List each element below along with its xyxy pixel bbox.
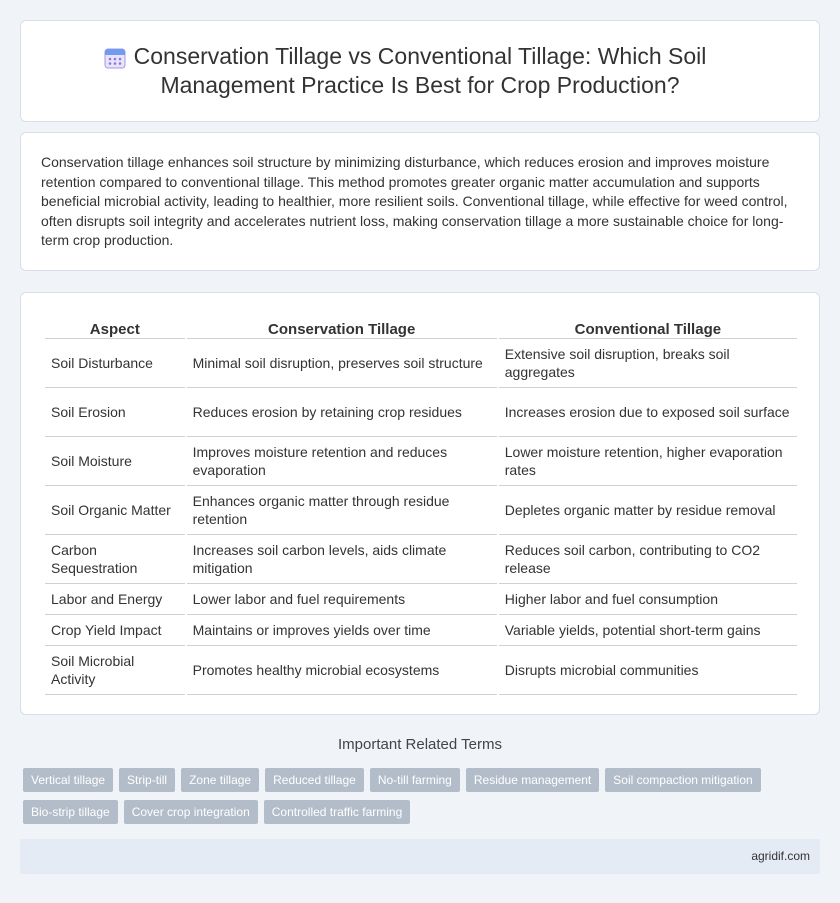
conventional-cell: Increases erosion due to exposed soil surface [499, 388, 797, 437]
tag-controlled-traffic-farming[interactable]: Controlled traffic farming [264, 800, 411, 824]
conservation-cell: Minimal soil disruption, preserves soil structure [187, 339, 497, 388]
tag-strip-till[interactable]: Strip-till [119, 768, 175, 792]
aspect-cell: Soil Moisture [45, 437, 185, 486]
tag-soil-compaction-mitigation[interactable]: Soil compaction mitigation [605, 768, 760, 792]
table-row [45, 535, 797, 584]
conventional-cell: Extensive soil disruption, breaks soil aggregates [499, 339, 797, 388]
conventional-cell: Higher labor and fuel consumption [499, 584, 797, 615]
table-row [45, 388, 797, 437]
conservation-cell: Increases soil carbon levels, aids climate mitigation [187, 535, 497, 584]
aspect-cell: Labor and Energy [45, 584, 185, 615]
table-row [45, 584, 797, 615]
table-row [45, 646, 797, 695]
aspect-cell: Soil Erosion [45, 388, 185, 437]
header-conservation: Conservation Tillage [187, 315, 497, 339]
table-row [45, 339, 797, 388]
table-header-row [45, 315, 797, 339]
footer-site-link[interactable]: agridif.com [751, 849, 810, 863]
related-terms-list [23, 768, 803, 832]
table-row [45, 615, 797, 646]
title-card [20, 20, 820, 122]
aspect-cell: Crop Yield Impact [45, 615, 185, 646]
conservation-cell: Reduces erosion by retaining crop residues [187, 388, 497, 437]
conventional-cell: Disrupts microbial communities [499, 646, 797, 695]
aspect-cell: Soil Organic Matter [45, 486, 185, 535]
tag-vertical-tillage[interactable]: Vertical tillage [23, 768, 113, 792]
intro-paragraph: Conservation tillage enhances soil structure by minimizing disturbance, which reduces erosion and improves moisture retention compared to conventional tillage. This method promotes greater organic matter accumulation and supports beneficial microbial activity, leading to healthier, more resilient soils. Conventional tillage, while effective for weed control, often disrupts soil integrity and accelerates nutrient loss, making conservation tillage a more sustainable choice for long-term crop production. [41, 154, 788, 249]
related-terms-heading: Important Related Terms [338, 736, 502, 753]
footer [20, 839, 820, 874]
table-row [45, 437, 797, 486]
tag-bio-strip-tillage[interactable]: Bio-strip tillage [23, 800, 118, 824]
comparison-table [43, 315, 799, 695]
intro-card [20, 132, 820, 271]
conservation-cell: Promotes healthy microbial ecosystems [187, 646, 497, 695]
conservation-cell: Lower labor and fuel requirements [187, 584, 497, 615]
header-aspect: Aspect [45, 315, 185, 339]
conservation-cell: Enhances organic matter through residue retention [187, 486, 497, 535]
conventional-cell: Depletes organic matter by residue removal [499, 486, 797, 535]
conventional-cell: Lower moisture retention, higher evaporation rates [499, 437, 797, 486]
tag-reduced-tillage[interactable]: Reduced tillage [265, 768, 364, 792]
header-conventional: Conventional Tillage [499, 315, 797, 339]
tag-cover-crop-integration[interactable]: Cover crop integration [124, 800, 258, 824]
tag-residue-management[interactable]: Residue management [466, 768, 599, 792]
aspect-cell: Soil Disturbance [45, 339, 185, 388]
comparison-card [20, 292, 820, 715]
conventional-cell: Reduces soil carbon, contributing to CO2 release [499, 535, 797, 584]
tag-no-till-farming[interactable]: No-till farming [370, 768, 460, 792]
conservation-cell: Improves moisture retention and reduces evaporation [187, 437, 497, 486]
page-title: Conservation Tillage vs Conventional Tillage: Which Soil Management Practice Is Best for Crop Production? [133, 43, 707, 98]
conventional-cell: Variable yields, potential short-term gains [499, 615, 797, 646]
aspect-cell: Soil Microbial Activity [45, 646, 185, 695]
tag-zone-tillage[interactable]: Zone tillage [181, 768, 259, 792]
table-row [45, 486, 797, 535]
conservation-cell: Maintains or improves yields over time [187, 615, 497, 646]
aspect-cell: Carbon Sequestration [45, 535, 185, 584]
